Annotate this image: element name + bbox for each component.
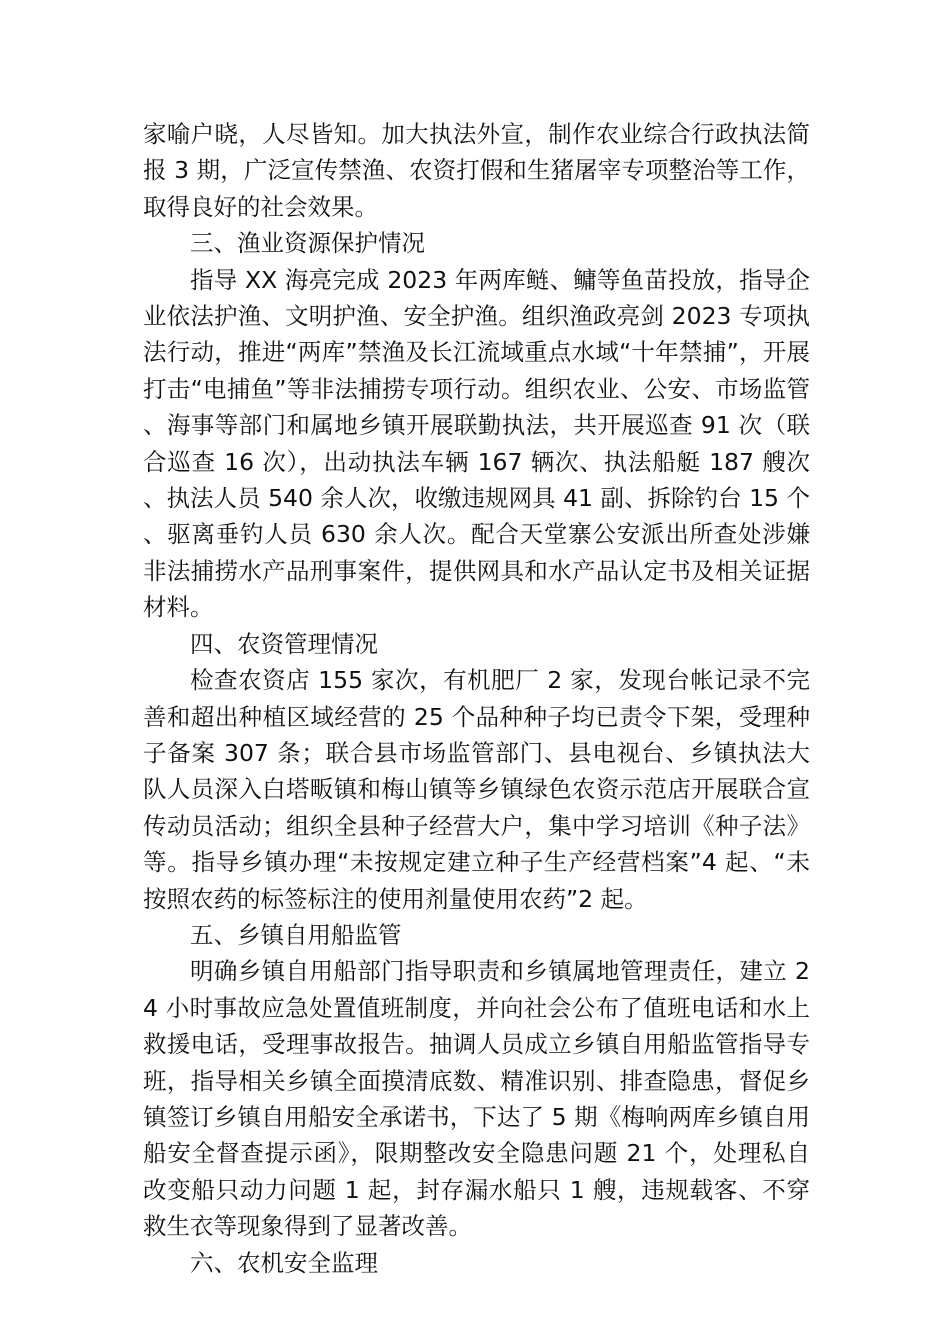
paragraph-intro: 家喻户晓，人尽皆知。加大执法外宣，制作农业综合行政执法简报 3 期，广泛宣传禁渔、农资打假和生猪屠宰专项整治等工作，取得良好的社会效果。 <box>143 120 810 221</box>
paragraph-agri-supplies: 检查农资店 155 家次，有机肥厂 2 家，发现台帐记录不完善和超出种植区域经营的 25 个品种种子均已责令下架，受理种子备案 307 条；联合县市场监管部门、县电视台、乡镇执法大队人员深入白塔畈镇和梅山镇等乡镇绿色农资示范店开展联合宣传动员活动；组织全县种子经营大户，集中学习培训《种子法》等。指导乡镇办理“未按规定建立种子生产经营档案”4 起、“未按照农药的标签标注的使用剂量使用农药”2 起。 <box>143 666 810 913</box>
section-heading-township-boats: 五、乡镇自用船监管 <box>190 920 402 949</box>
paragraph-township-boats: 明确乡镇自用船部门指导职责和乡镇属地管理责任，建立 24 小时事故应急处置值班制度，并向社会公布了值班电话和水上救援电话，受理事故报告。抽调人员成立乡镇自用船监管指导专班，指导相关乡镇全面摸清底数、精准识别、排查隐患，督促乡镇签订乡镇自用船安全承诺书，下达了 5 期《梅响两库乡镇自用船安全督查提示函》，限期整改安全隐患问题 21 个，处理私自改变船只动力问题 1 起，封存漏水船只 1 艘，违规载客、不穿救生衣等现象得到了显著改善。 <box>143 957 810 1241</box>
paragraph-fishery: 指导 XX 海亮完成 2023 年两库鲢、鳙等鱼苗投放，指导企业依法护渔、文明护渔、安全护渔。组织渔政亮剑 2023 专项执法行动，推进“两库”禁渔及长江流域重点水域“十年禁捕”，开展打击“电捕鱼”等非法捕捞专项行动。组织农业、公安、市场监管、海事等部门和属地乡镇开展联勤执法，共开展巡查 91 次（联合巡查 16 次），出动执法车辆 167 辆次、执法船艇 187 艘次、执法人员 540 余人次，收缴违规网具 41 副、拆除钓台 15 个、驱离垂钓人员 630 余人次。配合天堂寨公安派出所查处涉嫌非法捕捞水产品刑事案件，提供网具和水产品认定书及相关证据材料。 <box>143 265 810 622</box>
section-heading-farm-machinery: 六、农机安全监理 <box>190 1248 378 1277</box>
document-body <box>143 116 810 1281</box>
section-heading-fishery: 三、渔业资源保护情况 <box>190 229 425 258</box>
section-heading-agri-supplies: 四、农资管理情况 <box>190 629 378 658</box>
